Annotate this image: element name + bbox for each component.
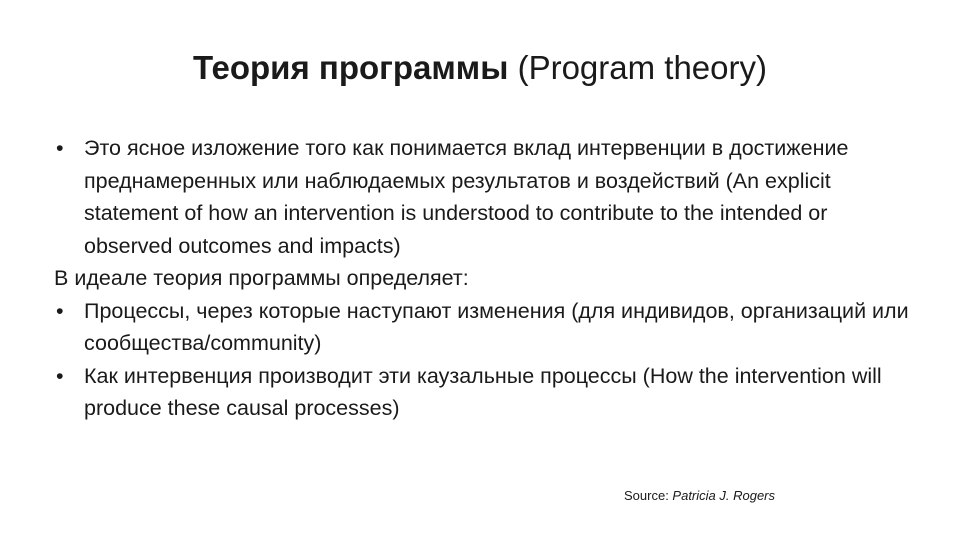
- slide-title: [0, 46, 960, 90]
- bullet-text: Как интервенция производит эти каузальные процессы (How the intervention will produce these causal processes): [84, 363, 882, 420]
- bullet-text: Это ясное изложение того как понимается вклад интервенции в достижение преднамеренных или наблюдаемых результатов и воздействий (An explicit statement of how an intervention is understood to contribute to the intended or observed outcomes and impacts): [84, 136, 849, 258]
- paragraph-text: В идеале теория программы определяет:: [54, 266, 469, 290]
- bullet-item-definition: [54, 132, 914, 262]
- bullet-icon: •: [56, 136, 64, 160]
- slide-body: [54, 132, 914, 425]
- source-label: Source:: [624, 488, 673, 503]
- source-author: Patricia J. Rogers: [672, 488, 776, 503]
- bullet-text: Процессы, через которые наступают изменения (для индивидов, организаций или сообщества/community): [84, 298, 909, 355]
- bullet-icon: •: [56, 363, 64, 388]
- bullet-item-intervention: [54, 360, 914, 425]
- slide-title-bold: Теория программы: [193, 49, 509, 86]
- slide-title-rest: (Program theory): [508, 49, 767, 86]
- bullet-item-processes: [54, 295, 914, 360]
- bullet-icon: •: [56, 298, 64, 323]
- body-paragraph-ideal: [54, 262, 914, 295]
- source-citation: [624, 487, 775, 505]
